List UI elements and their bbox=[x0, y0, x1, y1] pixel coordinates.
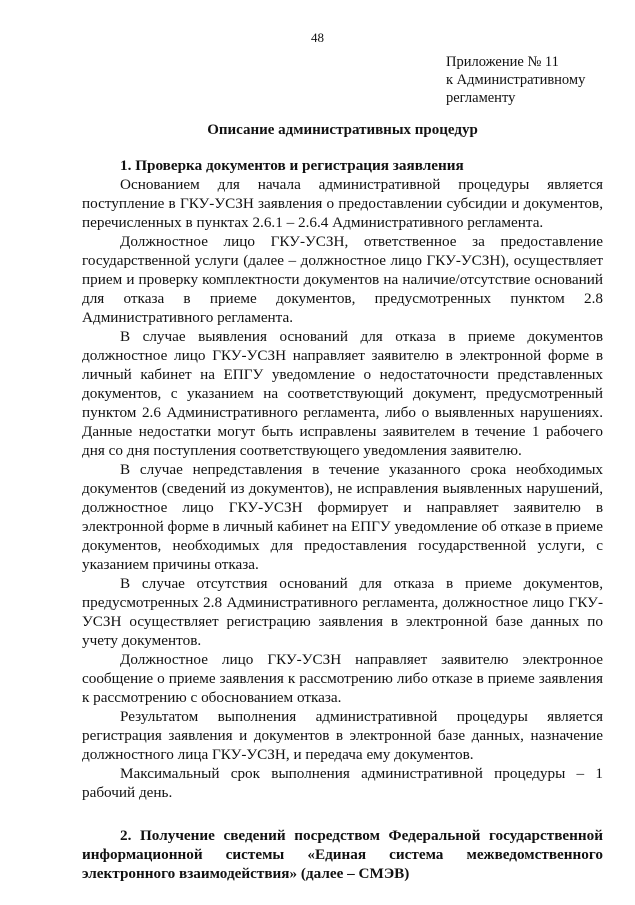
document-body bbox=[82, 156, 603, 898]
section-2-heading: 2. Получение сведений посредством Федеральной государственной информационной системы «Единая система межведомственного электронного взаимодействия» (далее – СМЭВ) bbox=[82, 827, 603, 882]
appendix-line-2: к Административному bbox=[446, 72, 586, 88]
section-1-heading: 1. Проверка документов и регистрация заявления bbox=[120, 157, 464, 174]
paragraph: Должностное лицо ГКУ-УСЗН, ответственное за предоставление государственной услуги (далее – должностное лицо ГКУ-УСЗН), осуществляет прием и проверку комплектности документов на наличие/отсутствие оснований для отказа в приеме документов, предусмотренных пунктом 2.8 Административного регламента. bbox=[82, 233, 603, 326]
appendix-line-3: регламенту bbox=[446, 90, 516, 106]
paragraph: Должностное лицо ГКУ-УСЗН направляет заявителю электронное сообщение о приеме заявления к рассмотрению либо отказе в приеме заявления к рассмотрению с обоснованием отказа. bbox=[82, 651, 603, 706]
paragraph: Максимальный срок выполнения административной процедуры – 1 рабочий день. bbox=[82, 765, 603, 801]
document-title: Описание административных процедур bbox=[207, 122, 478, 138]
paragraph: В случае непредставления в течение указанного срока необходимых документов (сведений из документов), не исправления выявленных нарушений, должностное лицо ГКУ-УСЗН формирует и направляет заявителю в электронной форме в личный кабинет на ЕПГУ уведомление об отказе в приеме документов, необходимых для предоставления государственной услуги, с указанием причины отказа. bbox=[82, 461, 603, 573]
appendix-block bbox=[446, 53, 585, 107]
appendix-line-1: Приложение № 11 bbox=[446, 54, 559, 70]
page-number: 48 bbox=[311, 30, 324, 45]
paragraph: Основанием для начала административной процедуры является поступление в ГКУ-УСЗН заявления о предоставлении субсидии и документов, перечисленных в пунктах 2.6.1 – 2.6.4 Административного регламента. bbox=[82, 176, 603, 231]
paragraph: Результатом выполнения административной процедуры является регистрация заявления и документов в электронной базе данных, назначение должностного лица ГКУ-УСЗН, и передача ему документов. bbox=[82, 708, 603, 763]
paragraph: В случае отсутствия оснований для отказа в приеме документов, предусмотренных 2.8 Административного регламента, должностное лицо ГКУ-УСЗН осуществляет регистрацию заявления в электронной базе данных по учету документов. bbox=[82, 575, 603, 649]
paragraph: В случае выявления оснований для отказа в приеме документов должностное лицо ГКУ-УСЗН направляет заявителю в электронной форме в личный кабинет на ЕПГУ уведомление о недостаточности представленных документов, с указанием на соответствующий документ, предусмотренный пунктом 2.6 Административного регламента, либо о выявленных нарушениях. Данные недостатки могут быть исправлены заявителем в течение 1 рабочего дня со дня поступления соответствующего уведомления заявителю. bbox=[82, 328, 603, 459]
